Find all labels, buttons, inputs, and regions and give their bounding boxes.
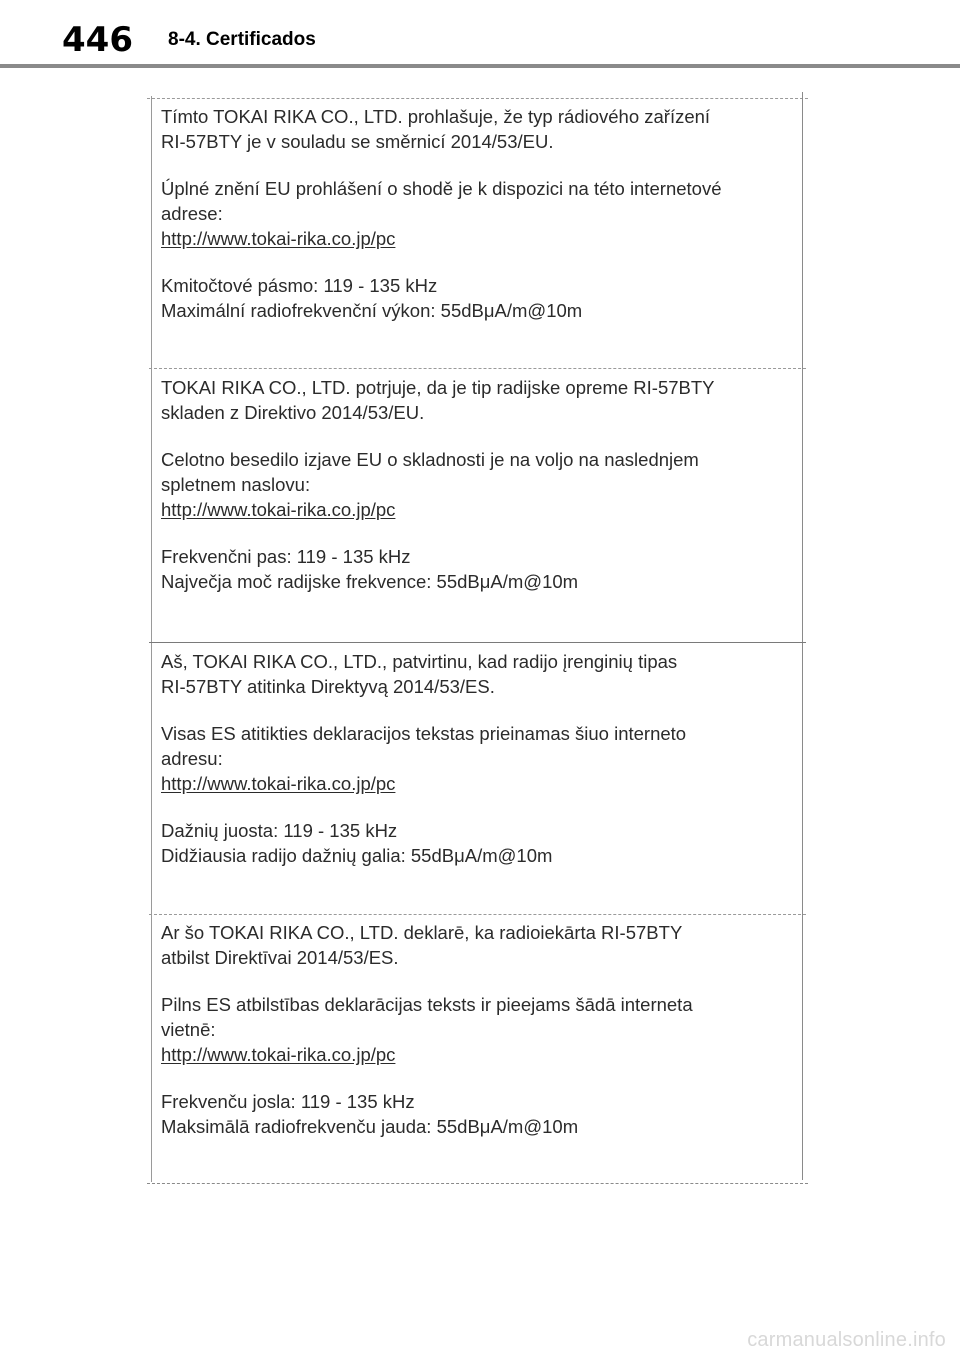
statement — [161, 375, 801, 425]
statement-line: RI-57BTY je v souladu se směrnicí 2014/53/EU. — [161, 131, 554, 152]
header-rule — [0, 64, 960, 68]
block-divider — [149, 368, 806, 369]
availability-line: adrese: — [161, 203, 223, 224]
availability — [161, 721, 801, 771]
statement-line: skladen z Direktivo 2014/53/EU. — [161, 402, 425, 423]
statement — [161, 104, 801, 154]
statement — [161, 649, 801, 699]
specs — [161, 544, 801, 594]
block-divider — [149, 642, 806, 643]
statement-line: TOKAI RIKA CO., LTD. potrjuje, da je tip radijske opreme RI-57BTY — [161, 377, 715, 398]
availability-line: Úplné znění EU prohlášení o shodě je k dispozici na této internetové — [161, 178, 722, 199]
availability-line: Celotno besedilo izjave EU o skladnosti je na voljo na naslednjem — [161, 449, 699, 470]
statement-line: RI-57BTY atitinka Direktyvą 2014/53/ES. — [161, 676, 495, 697]
statement-line: Tímto TOKAI RIKA CO., LTD. prohlašuje, že typ rádiového zařízení — [161, 106, 711, 127]
availability — [161, 176, 801, 226]
spec-max-power: Največja moč radijske frekvence: 55dBμA/m@10m — [161, 571, 579, 592]
statement — [161, 920, 801, 970]
availability-line: spletnem naslovu: — [161, 474, 311, 495]
statement-line: atbilst Direktīvai 2014/53/ES. — [161, 947, 399, 968]
availability-line: vietnē: — [161, 1019, 216, 1040]
url-line — [161, 497, 801, 522]
certificate-block-latvian — [161, 920, 801, 1139]
url-line — [161, 226, 801, 251]
page-header — [0, 0, 960, 66]
availability-line: Visas ES atitikties deklaracijos tekstas prieinamas šiuo interneto — [161, 723, 687, 744]
availability — [161, 447, 801, 497]
watermark-text: carmanualsonline.info — [747, 1329, 946, 1351]
specs — [161, 273, 801, 323]
declaration-url-link[interactable]: http://www.tokai-rika.co.jp/pc — [161, 773, 396, 794]
url-line — [161, 771, 801, 796]
spec-frequency-band: Frekvenčni pas: 119 - 135 kHz — [161, 546, 411, 567]
page-number: 446 — [62, 20, 133, 60]
section-title: 8-4. Certificados — [168, 29, 316, 50]
certificate-block-czech — [161, 104, 801, 323]
spec-max-power: Maksimālā radiofrekvenču jauda: 55dBμA/m@10m — [161, 1116, 579, 1137]
specs — [161, 818, 801, 868]
availability-line: adresu: — [161, 748, 223, 769]
declaration-url-link[interactable]: http://www.tokai-rika.co.jp/pc — [161, 1044, 396, 1065]
scan-border-right — [802, 92, 803, 1180]
certificate-block-lithuanian — [161, 649, 801, 868]
declaration-url-link[interactable]: http://www.tokai-rika.co.jp/pc — [161, 499, 396, 520]
statement-line: Ar šo TOKAI RIKA CO., LTD. deklarē, ka radioiekārta RI-57BTY — [161, 922, 683, 943]
availability-line: Pilns ES atbilstības deklarācijas teksts ir pieejams šādā interneta — [161, 994, 693, 1015]
scan-border-left — [151, 96, 152, 1182]
spec-max-power: Didžiausia radijo dažnių galia: 55dBμA/m@10m — [161, 845, 553, 866]
scan-bottom-rule — [147, 1183, 808, 1184]
block-divider — [149, 914, 806, 915]
url-line — [161, 1042, 801, 1067]
availability — [161, 992, 801, 1042]
certificate-block-slovenian — [161, 375, 801, 594]
spec-frequency-band: Kmitočtové pásmo: 119 - 135 kHz — [161, 275, 438, 296]
certificate-scan — [147, 92, 808, 1186]
spec-max-power: Maximální radiofrekvenční výkon: 55dBμA/m@10m — [161, 300, 583, 321]
spec-frequency-band: Dažnių juosta: 119 - 135 kHz — [161, 820, 398, 841]
spec-frequency-band: Frekvenču josla: 119 - 135 kHz — [161, 1091, 415, 1112]
scan-top-rule — [147, 98, 808, 99]
specs — [161, 1089, 801, 1139]
declaration-url-link[interactable]: http://www.tokai-rika.co.jp/pc — [161, 228, 396, 249]
statement-line: Aš, TOKAI RIKA CO., LTD., patvirtinu, kad radijo įrenginių tipas — [161, 651, 678, 672]
